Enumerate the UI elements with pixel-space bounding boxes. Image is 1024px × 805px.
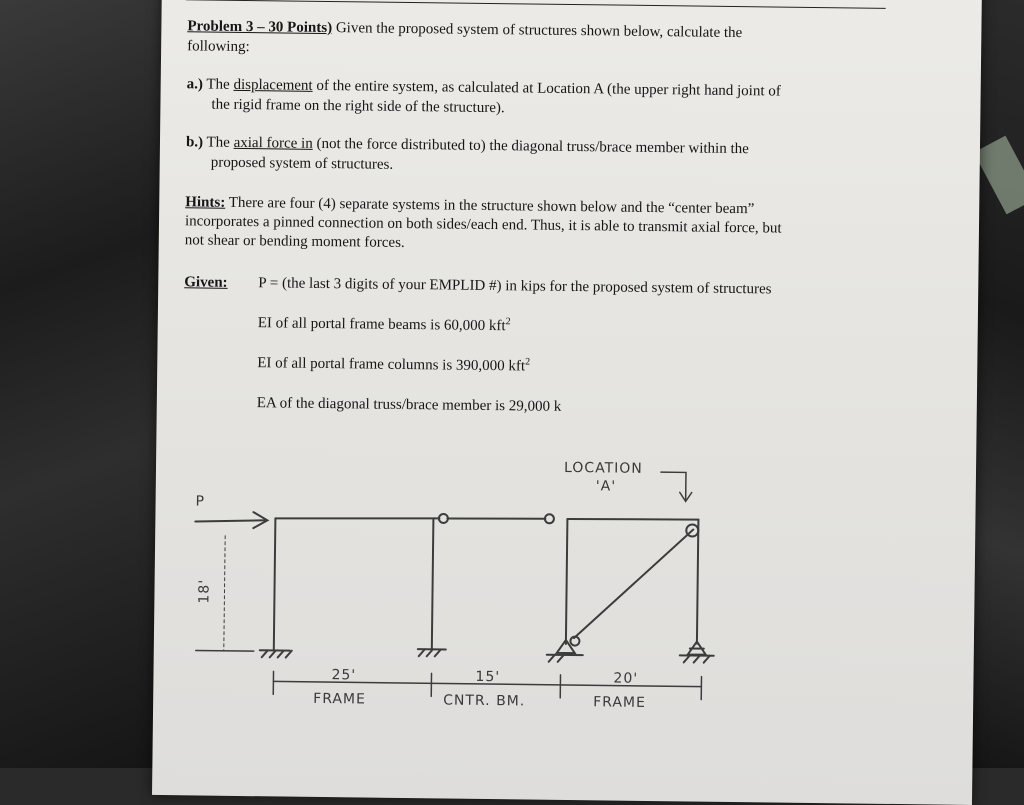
support-hatch-right [680, 655, 714, 662]
height-dimension-line [224, 536, 225, 651]
hints-text-1: There are four (4) separate systems in the structure shown below and the “center beam” [229, 195, 755, 217]
structure-diagram [153, 445, 977, 755]
support-hatch-right-center [547, 655, 583, 662]
right-frame-beam [567, 518, 698, 521]
given-item-brace-ea: EA of the diagonal truss/brace member is 29,000 k [257, 394, 562, 417]
part-a-post: of the entire system, as calculated at Location A (the upper right hand joint of [316, 78, 781, 100]
load-arrow-shaft [195, 519, 265, 522]
hints-line-2: incorporates a pinned connection on both sides/each end. Thus, it is able to transmit axial force, but [185, 212, 782, 238]
left-frame-column-right [432, 518, 434, 648]
superscript: 2 [506, 316, 511, 327]
span-name-2: CNTR. BM. [443, 692, 525, 709]
given-beam-ei-text: EI of all portal frame beams is 60,000 kft [258, 315, 506, 334]
hints-label: Hints: [185, 194, 225, 210]
problem-intro [187, 17, 742, 43]
diagonal-brace [574, 528, 693, 639]
span-length-2: 15' [475, 669, 500, 685]
fixed-support-left [260, 650, 292, 657]
part-a-underline: displacement [233, 77, 312, 94]
part-b-pre: The [206, 135, 230, 151]
location-id: 'A' [596, 478, 616, 494]
part-b-label: b.) [186, 134, 203, 150]
span-length-3: 20' [613, 671, 638, 687]
load-label: P [196, 493, 206, 509]
fixed-support-center [418, 649, 446, 656]
paper-sheet [152, 0, 982, 805]
left-frame-column-left [274, 518, 276, 649]
part-a-pre: The [206, 77, 230, 93]
left-frame-beam [275, 516, 439, 520]
height-dimension-tick [196, 650, 254, 651]
part-b-post: (not the force distributed to) the diagonal truss/brace member within the [316, 136, 749, 157]
problem-intro-text: Given the proposed system of structures shown below, calculate the [336, 20, 743, 41]
height-label: 18' [196, 579, 212, 604]
given-column-ei-text: EI of all portal frame columns is 390,000 kft [257, 355, 525, 374]
part-a-cont: the rigid frame on the right side of the structure). [211, 96, 504, 119]
span-length-1: 25' [331, 667, 356, 683]
part-a-label: a.) [187, 76, 203, 92]
hints-line-3: not shear or bending moment forces. [185, 231, 405, 253]
part-b-cont: proposed system of structures. [211, 154, 394, 175]
given-label: Given: [184, 273, 228, 293]
right-frame-column-left [566, 519, 568, 644]
span-name-1: FRAME [313, 691, 366, 708]
top-rule [186, 0, 886, 9]
center-beam [447, 518, 545, 520]
part-b-underline: axial force in [234, 135, 313, 152]
background-left [0, 0, 175, 768]
given-item-column-ei [257, 354, 530, 376]
span-name-3: FRAME [593, 694, 646, 711]
superscript: 2 [525, 356, 530, 367]
problem-intro-cont: following: [187, 37, 250, 57]
given-item-beam-ei [258, 314, 511, 336]
problem-title: Problem 3 – 30 Points) [187, 18, 332, 36]
right-frame-column-right [697, 520, 699, 644]
location-label: LOCATION [564, 460, 643, 477]
given-item-p: P = (the last 3 digits of your EMPLID #) in kips for the proposed system of structures [258, 274, 771, 299]
